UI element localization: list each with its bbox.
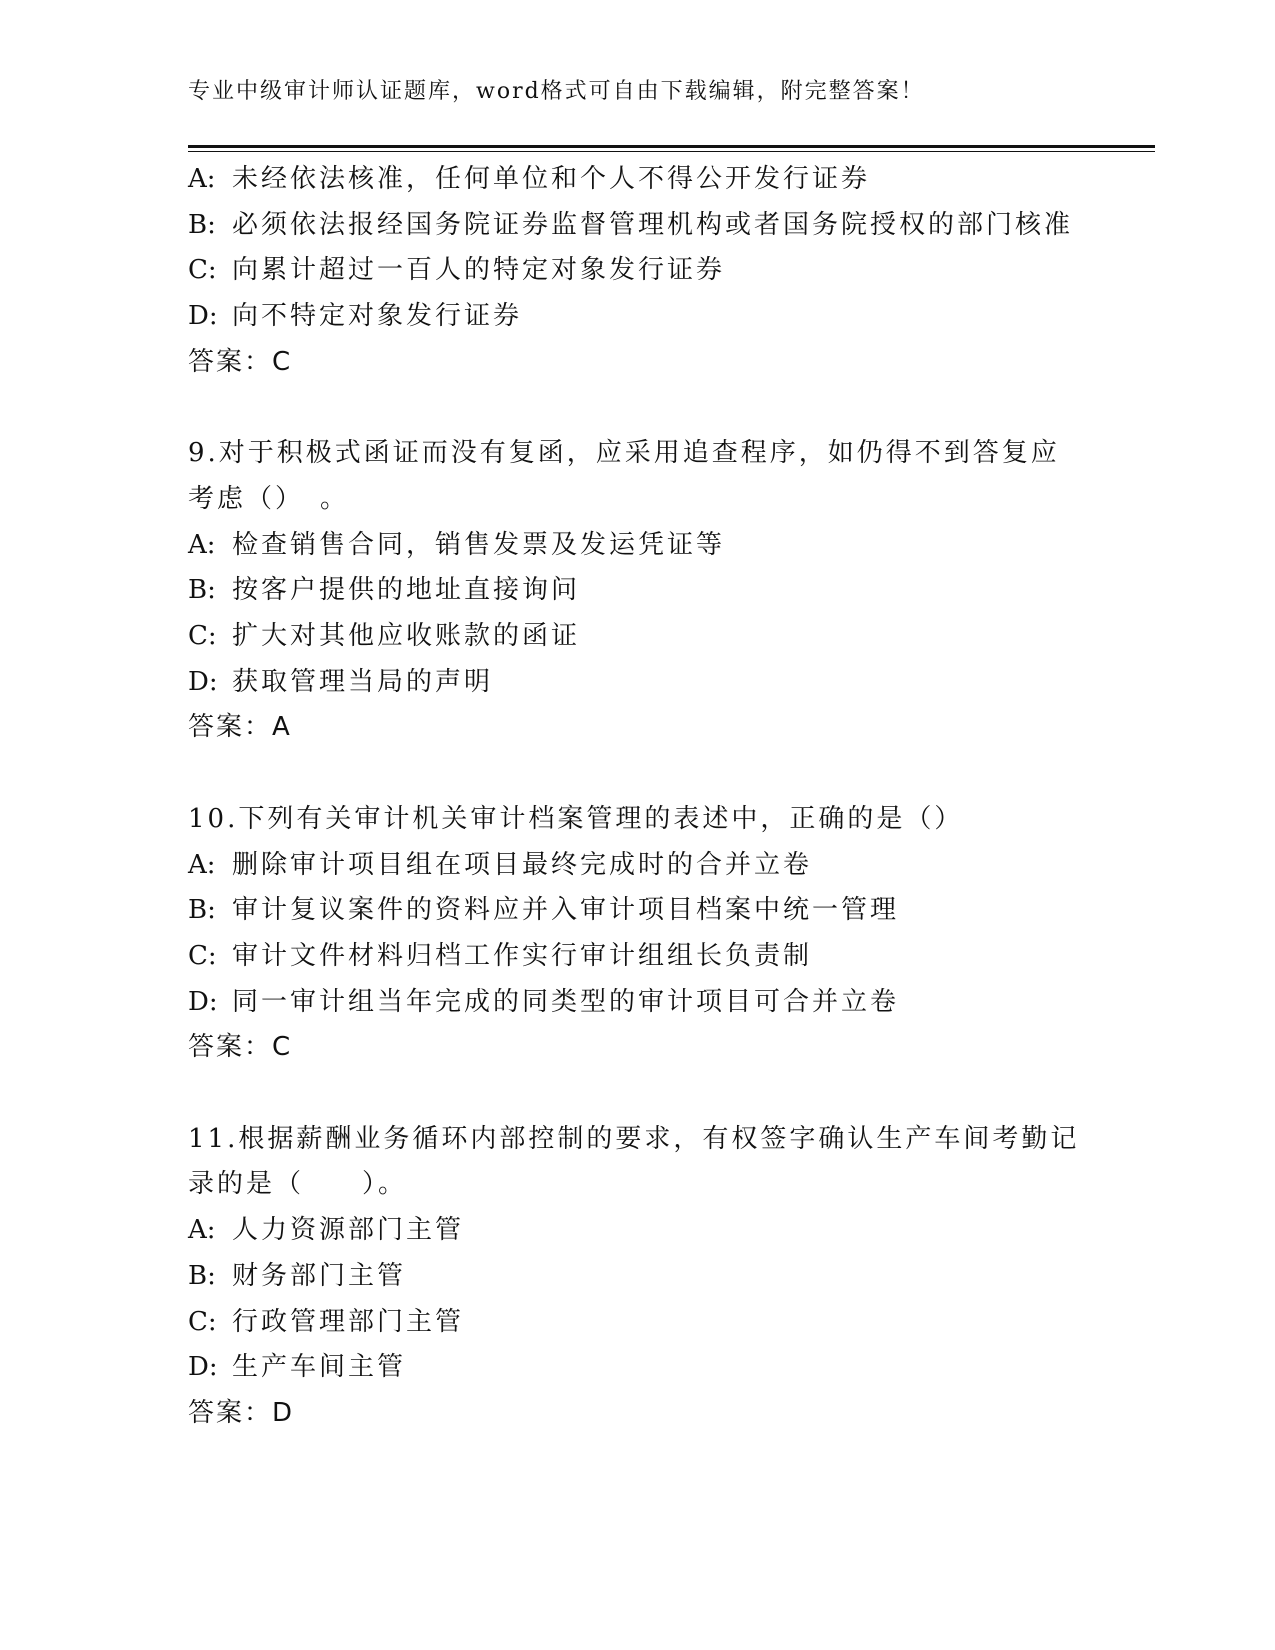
option-text: 获取管理当局的声明 bbox=[232, 666, 494, 697]
option-letter: D: bbox=[188, 1352, 218, 1383]
option-text: 扩大对其他应收账款的函证 bbox=[232, 621, 581, 652]
option-letter: D: bbox=[188, 666, 218, 697]
option-a bbox=[188, 157, 1088, 203]
option-a bbox=[188, 523, 1088, 569]
question-content bbox=[188, 157, 1088, 1437]
option-text: 向累计超过一百人的特定对象发行证券 bbox=[232, 255, 726, 286]
option-text: 检查销售合同，销售发票及发运凭证等 bbox=[232, 529, 726, 560]
spacer bbox=[188, 386, 1088, 432]
question-stem: 11.根据薪酬业务循环内部控制的要求，有权签字确认生产车间考勤记 bbox=[188, 1123, 1080, 1154]
answer-line: 答案：C bbox=[188, 346, 293, 377]
option-letter: B: bbox=[188, 209, 216, 240]
spacer bbox=[188, 751, 1088, 797]
answer-line: 答案：C bbox=[188, 1032, 293, 1063]
option-letter: A: bbox=[188, 529, 216, 560]
option-d bbox=[188, 980, 1088, 1026]
question-stem-continued: 考虑（） 。 bbox=[188, 483, 350, 514]
option-a bbox=[188, 843, 1088, 889]
option-text: 人力资源部门主管 bbox=[232, 1215, 465, 1246]
option-letter: C: bbox=[188, 940, 217, 971]
option-letter: A: bbox=[188, 164, 216, 194]
option-text: 按客户提供的地址直接询问 bbox=[232, 575, 581, 606]
option-text: 审计复议案件的资料应并入审计项目档案中统一管理 bbox=[232, 895, 900, 926]
question-stem: 9.对于积极式函证而没有复函，应采用追查程序，如仍得不到答复应 bbox=[188, 438, 1060, 469]
option-text: 生产车间主管 bbox=[232, 1352, 407, 1383]
option-text: 未经依法核准，任何单位和个人不得公开发行证券 bbox=[232, 164, 871, 194]
option-b bbox=[188, 888, 1088, 934]
option-b bbox=[188, 568, 1088, 614]
option-letter: D: bbox=[188, 301, 218, 332]
option-c bbox=[188, 934, 1088, 980]
option-d bbox=[188, 1345, 1088, 1391]
option-text: 行政管理部门主管 bbox=[232, 1306, 465, 1337]
option-text: 必须依法报经国务院证券监督管理机构或者国务院授权的部门核准 bbox=[232, 209, 1074, 240]
question-stem-continued: 录的是（ ）。 bbox=[188, 1169, 408, 1200]
option-b bbox=[188, 203, 1088, 249]
option-d bbox=[188, 660, 1088, 706]
option-text: 审计文件材料归档工作实行审计组组长负责制 bbox=[232, 940, 813, 971]
header-rule-thick bbox=[188, 145, 1155, 148]
option-text: 删除审计项目组在项目最终完成时的合并立卷 bbox=[232, 849, 813, 880]
option-letter: D: bbox=[188, 986, 218, 1017]
question-10 bbox=[188, 797, 1088, 1071]
answer-line: 答案：A bbox=[188, 712, 292, 743]
option-letter: B: bbox=[188, 895, 216, 926]
header-rule-thin bbox=[188, 151, 1155, 152]
option-b bbox=[188, 1254, 1088, 1300]
option-text: 同一审计组当年完成的同类型的审计项目可合并立卷 bbox=[232, 986, 900, 1017]
question-8 bbox=[188, 157, 1088, 386]
answer-line: 答案：D bbox=[188, 1397, 295, 1428]
option-c bbox=[188, 248, 1088, 294]
option-letter: B: bbox=[188, 1260, 216, 1291]
option-text: 向不特定对象发行证券 bbox=[232, 301, 523, 332]
option-letter: C: bbox=[188, 1306, 217, 1337]
option-letter: C: bbox=[188, 255, 217, 286]
question-9 bbox=[188, 431, 1088, 751]
option-letter: A: bbox=[188, 1215, 216, 1246]
option-text: 财务部门主管 bbox=[232, 1260, 407, 1291]
question-11 bbox=[188, 1117, 1088, 1437]
spacer bbox=[188, 1071, 1088, 1117]
question-stem: 10.下列有关审计机关审计档案管理的表述中，正确的是（） bbox=[188, 803, 964, 834]
option-a bbox=[188, 1208, 1088, 1254]
option-letter: A: bbox=[188, 849, 216, 880]
option-d bbox=[188, 294, 1088, 340]
option-letter: C: bbox=[188, 621, 217, 652]
option-letter: B: bbox=[188, 575, 216, 606]
option-c bbox=[188, 1300, 1088, 1346]
option-c bbox=[188, 614, 1088, 660]
page-header: 专业中级审计师认证题库，word格式可自由下载编辑，附完整答案！ bbox=[188, 79, 925, 104]
